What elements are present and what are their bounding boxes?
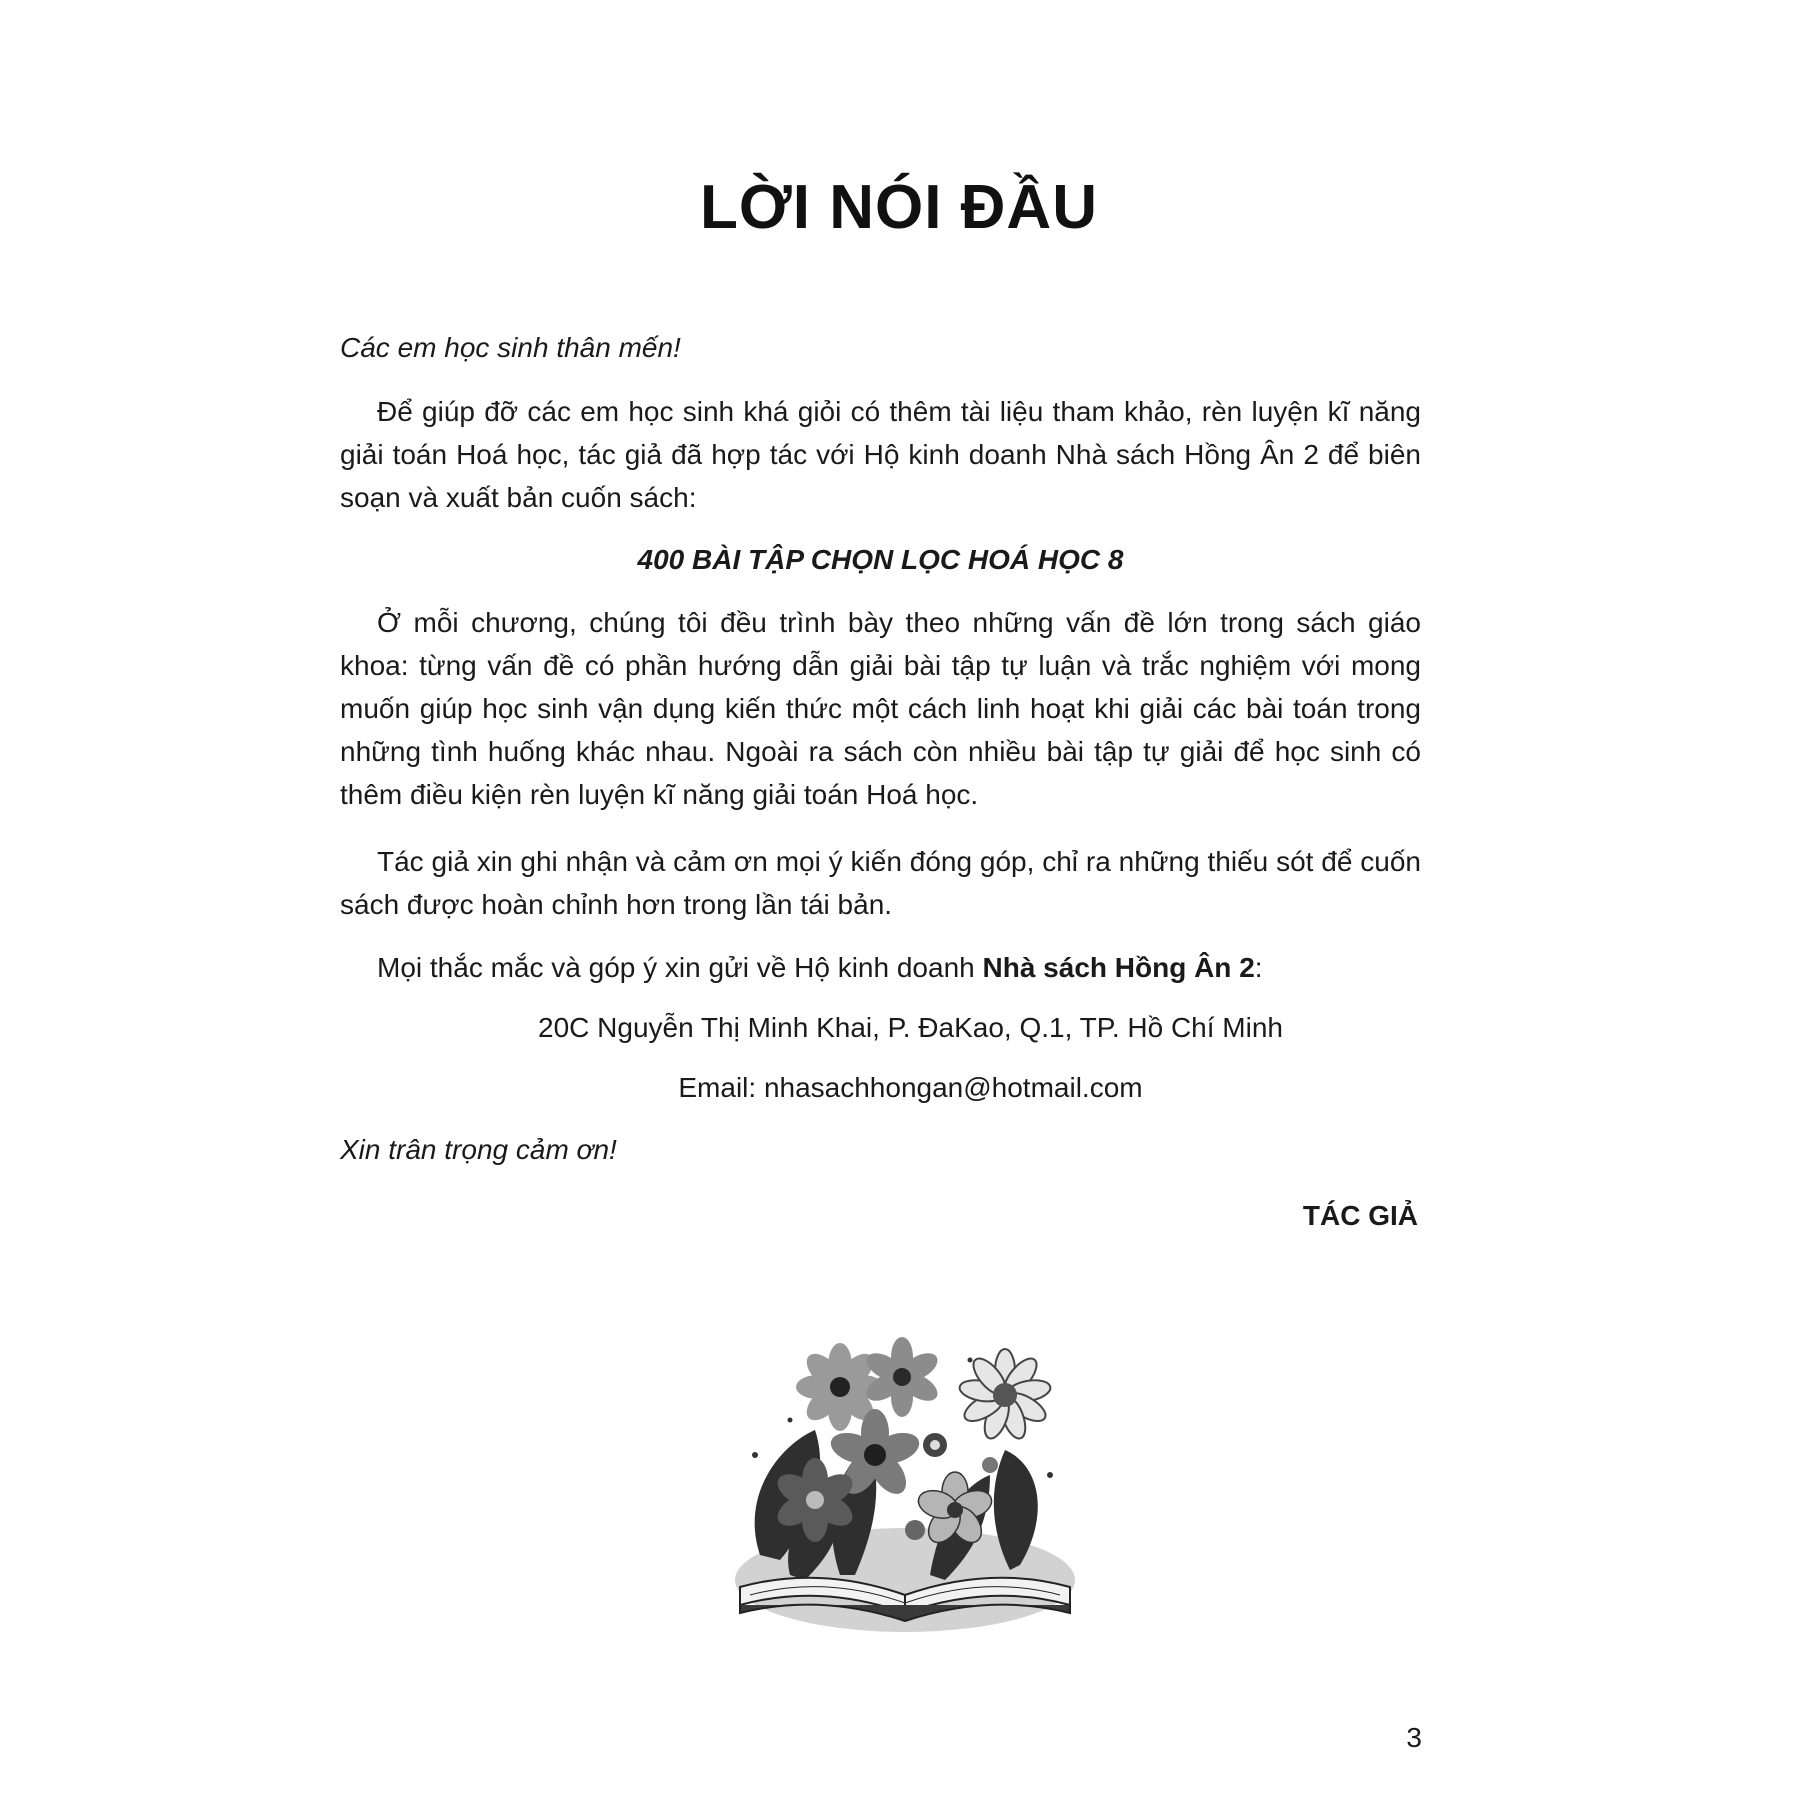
greeting: Các em học sinh thân mến!: [340, 332, 681, 363]
page-title: LỜI NÓI ĐẦU: [700, 173, 1098, 242]
closing: Xin trân trọng cảm ơn!: [340, 1134, 617, 1165]
address: 20C Nguyễn Thị Minh Khai, P. ĐaKao, Q.1, TP. Hồ Chí Minh: [538, 1012, 1283, 1043]
book-flowers-illustration: [720, 1325, 1100, 1645]
contact-paragraph: [340, 946, 1421, 989]
signature: TÁC GIẢ: [1302, 1200, 1418, 1231]
book-title: 400 BÀI TẬP CHỌN LỌC HOÁ HỌC 8: [637, 544, 1124, 575]
intro-paragraph: Để giúp đỡ các em học sinh khá giỏi có thêm tài liệu tham khảo, rèn luyện kĩ năng giải toán Hoá học, tác giả đã hợp tác với Hộ kinh doanh Nhà sách Hồng Ân 2 để biên soạn và xuất bản cuốn sách:: [340, 396, 1421, 513]
contact-lead: Mọi thắc mắc và góp ý xin gửi về Hộ kinh doanh: [377, 952, 983, 983]
email: Email: nhasachhongan@hotmail.com: [678, 1072, 1143, 1103]
page-number: 3: [1406, 1722, 1422, 1753]
description-paragraph: Ở mỗi chương, chúng tôi đều trình bày theo những vấn đề lớn trong sách giáo khoa: từng vấn đề có phần hướng dẫn giải bài tập tự luận và trắc nghiệm với mong muốn giúp học sinh vận dụng kiến thức một cách linh hoạt khi giải các bài toán trong những tình huống khác nhau. Ngoài ra sách còn nhiều bài tập tự giải để học sinh có thêm điều kiện rèn luyện kĩ năng giải toán Hoá học.: [340, 607, 1421, 810]
thanks-paragraph: Tác giả xin ghi nhận và cảm ơn mọi ý kiến đóng góp, chỉ ra những thiếu sót để cuốn sách được hoàn chỉnh hơn trong lần tái bản.: [340, 846, 1421, 920]
publisher-name: Nhà sách Hồng Ân 2: [982, 952, 1255, 983]
contact-colon: :: [1254, 952, 1263, 983]
